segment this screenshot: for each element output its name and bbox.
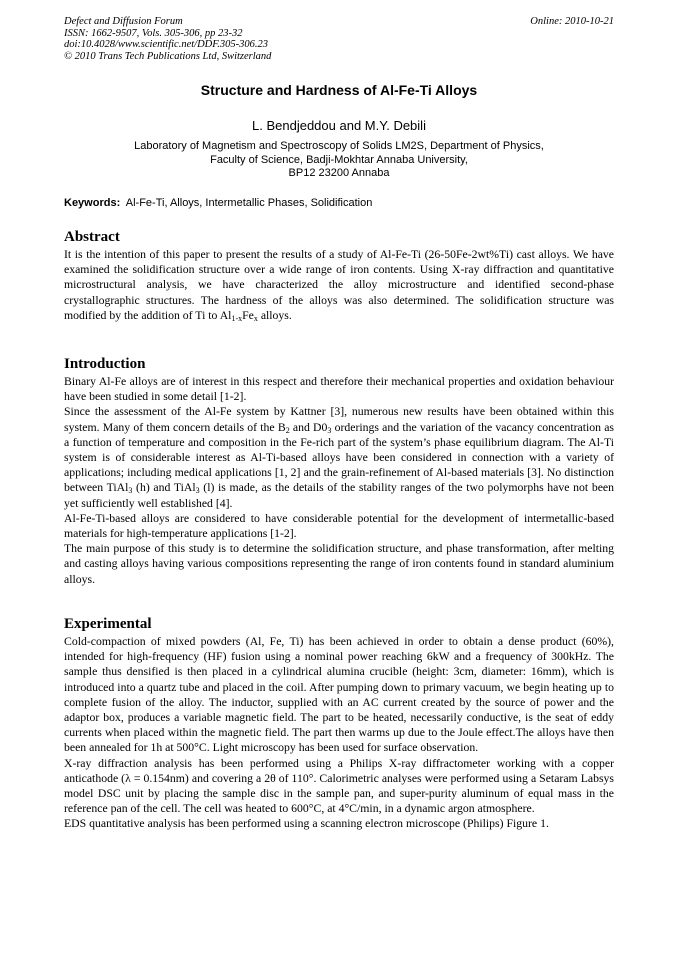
- affiliation-line: BP12 23200 Annaba: [288, 167, 390, 179]
- keywords-label: Keywords:: [64, 197, 121, 209]
- experimental-heading: Experimental: [64, 616, 152, 632]
- online-date: Online: 2010-10-21: [530, 16, 614, 27]
- introduction-heading: Introduction: [64, 356, 146, 372]
- paper-authors: L. Bendjeddou and M.Y. Debili: [252, 118, 426, 133]
- affiliation: [0, 140, 678, 181]
- keywords: [64, 197, 372, 209]
- abstract-heading: Abstract: [64, 229, 120, 245]
- paper-title: Structure and Hardness of Al-Fe-Ti Alloys: [200, 82, 478, 98]
- journal-doi: doi:10.4028/www.scientific.net/DDF.305-306.23: [64, 39, 269, 50]
- experimental-section: [64, 616, 614, 832]
- affiliation-line: Laboratory of Magnetism and Spectroscopy of Solids LM2S, Department of Physics,: [134, 140, 544, 152]
- paragraph: The main purpose of this study is to determine the solidification structure, and phase transformation, after melting and casting alloys having various compositions representing the range of iron contents found in standard aluminium alloys.: [64, 542, 614, 586]
- abstract-text: It is the intention of this paper to present the results of a study of Al-Fe-Ti (26-50Fe-2wt%Ti) cast alloys. We have examined the solidification structure over a wide range of iron contents. Using X-ray diffraction and quantitative microstructural analysis, we have characterized the alloy microstructure and identified second-phase crystallographic structures. The hardness of the alloys was also determined. The solidification structure was modified by the addition of Ti to $Al_{1-x}Fe_x$ alloys.: [64, 248, 614, 323]
- paragraph: Al-Fe-Ti-based alloys are considered to have considerable potential for the development of intermetallic-based materials for high-temperature applications [1-2].: [64, 511, 614, 541]
- journal-issn: ISSN: 1662-9507, Vols. 305-306, pp 23-32: [64, 27, 243, 39]
- journal-copyright: © 2010 Trans Tech Publications Ltd, Switzerland: [64, 50, 272, 62]
- journal-header: [64, 16, 271, 62]
- paragraph: Cold-compaction of mixed powders (Al, Fe, Ti) has been achieved in order to obtain a dense product (60%), intended for high-frequency (HF) fusion using a nominal power reaching 6kW and a frequency of 300kHz. The sample thus densified is then placed in a cylindrical alumina crucible (height: 3cm, diameter: 16mm), which is introduced into a quartz tube and placed in the coil. After pumping down to primary vacuum, we begin heating up to complete fusion of the alloy. The inductor, supplied with an AC current created by the source of power and the adaptor box, produces a variable magnetic field. The part to be heated, necessarily conductive, is the seat of eddy currents when placed within the magnetic field. The part then warms up due to the Joule effect.The alloys have then been annealed for 1h at 500°C. Light microscopy has been used for surface observation.: [64, 635, 614, 755]
- abstract-section: [64, 229, 614, 323]
- introduction-section: [64, 356, 614, 587]
- paragraph: EDS quantitative analysis has been performed using a scanning electron microscope (Philips) Figure 1.: [64, 817, 549, 831]
- paragraph: Binary Al-Fe alloys are of interest in this respect and therefore their mechanical properties and oxidation behaviour have been studied in some detail [1-2].: [64, 375, 614, 404]
- paragraph: X-ray diffraction analysis has been performed using a Philips X-ray diffractometer working with a copper anticathode (λ = 0.154nm) and covering a 2θ of 110°. Calorimetric analyses were performed using a Setaram Labsys model DSC unit by placing the sample disc in the sample pan, and super-purity aluminum of equal mass in the reference pan of the cell. The cell was heated to 600°C, at 4°C/min, in a dynamic argon atmosphere.: [64, 756, 614, 816]
- paragraph: Since the assessment of the Al-Fe system by Kattner [3], numerous new results have been obtained within this system. Many of them concern details of the $B_2$ and $D0_3$ orderings and the variation of the vacancy concentration as a function of temperature and composition in the Fe-rich part of the system’s phase equilibrium diagram. The Al-Ti system is of considerable interest as Al-Ti-based alloys have been considered in connection with a variety of applications; including medical applications [1, 2] and the grain-refinement of Al-based materials [3]. No distinction between TiAl$_3$ (h) and TiAl$_3$ (l) is made, as the details of the stability ranges of the two polymorphs have not been yet sufficiently well established [4].: [64, 405, 615, 510]
- affiliation-line: Faculty of Science, Badji-Mokhtar Annaba University,: [210, 153, 468, 166]
- keywords-text: Al-Fe-Ti, Alloys, Intermetallic Phases, Solidification: [125, 197, 373, 209]
- journal-name: Defect and Diffusion Forum: [64, 16, 183, 27]
